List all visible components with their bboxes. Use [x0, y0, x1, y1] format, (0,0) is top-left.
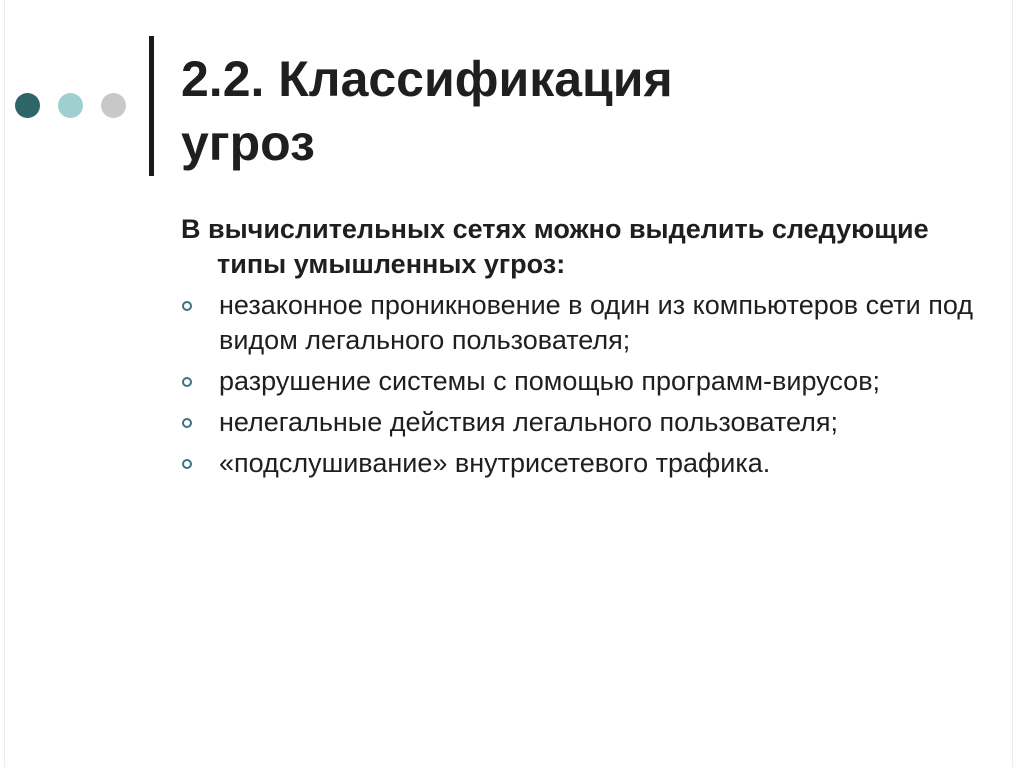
intro-paragraph: В вычислительных сетях можно выделить следующие типы умышленных угроз: — [181, 214, 929, 279]
bullet-circle-icon — [182, 377, 192, 387]
list-item-text: незаконное проникновение в один из компьютеров сети под видом легального пользователя; — [219, 290, 974, 355]
threat-list — [181, 288, 981, 481]
decoration-dot-dark-icon — [15, 93, 40, 118]
slide-left-edge — [4, 0, 5, 767]
list-item-text: разрушение системы с помощью программ-вирусов; — [219, 366, 881, 396]
slide-title-line1: 2.2. Классификация — [181, 51, 673, 107]
list-item-text: «подслушивание» внутрисетевого трафика. — [219, 448, 771, 478]
title-divider — [149, 36, 154, 176]
bullet-circle-icon — [182, 301, 192, 311]
bullet-circle-icon — [182, 459, 192, 469]
bullet-circle-icon — [182, 418, 192, 428]
decoration-dot-mid-icon — [58, 93, 83, 118]
list-item — [181, 405, 981, 440]
list-item — [181, 364, 981, 399]
slide-body — [181, 212, 981, 487]
list-item — [181, 288, 981, 358]
list-item-text: нелегальные действия легального пользователя; — [219, 407, 839, 437]
decoration-dot-light-icon — [101, 93, 126, 118]
list-item — [181, 446, 981, 481]
slide-title — [181, 47, 673, 175]
slide-title-line2: угроз — [181, 115, 315, 171]
slide-right-edge — [1012, 0, 1013, 767]
